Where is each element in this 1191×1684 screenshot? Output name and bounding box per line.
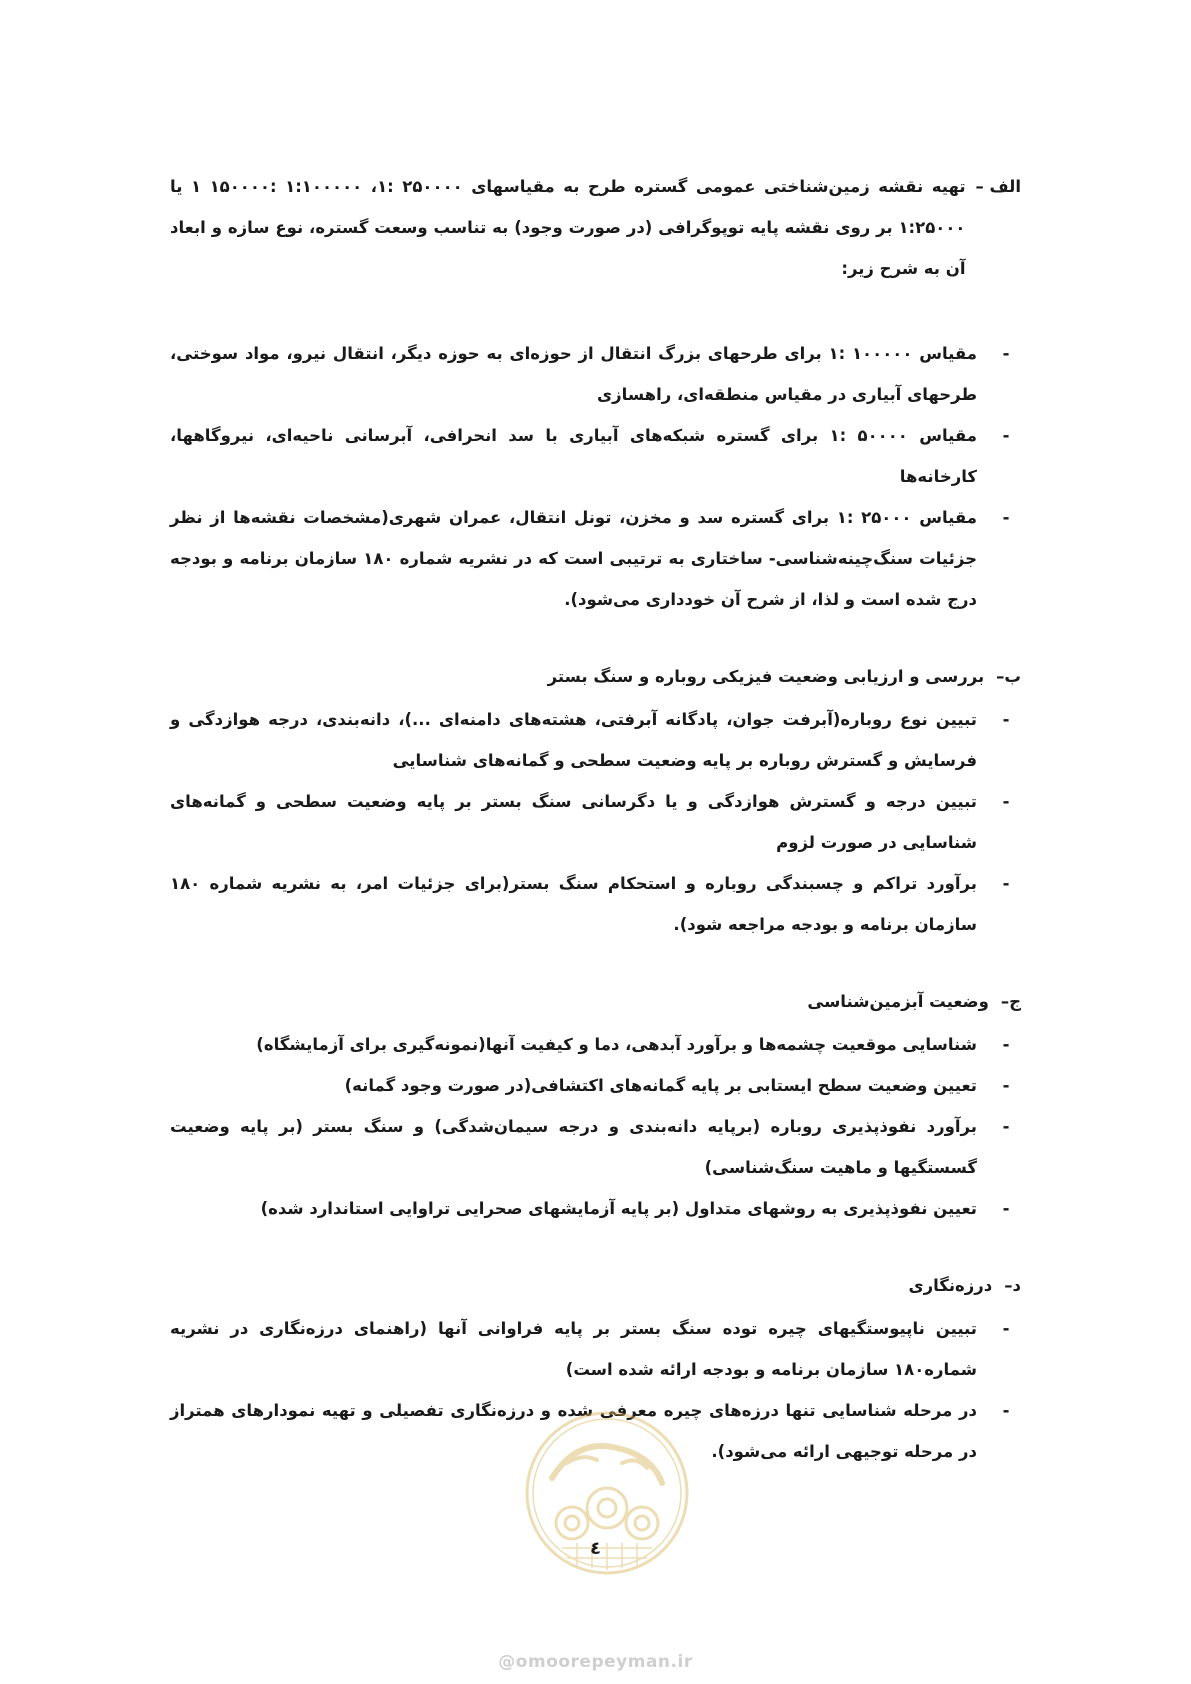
- list-item-text: تبیین درجه و گسترش هوازدگی و یا دگرسانی سنگ بستر بر پایه وضعیت سطحی و گمانه‌های شناسایی در صورت لزوم: [170, 792, 977, 852]
- list-item: [170, 497, 1021, 620]
- bullet: -: [1002, 1035, 1010, 1054]
- section-label: ج–: [1000, 992, 1021, 1011]
- section-title: وضعیت آبزمین‌شناسی: [807, 992, 989, 1011]
- section-title: بررسی و ارزیابی وضعیت فیزیکی روباره و سنگ بستر: [547, 667, 985, 686]
- list-item-text: برآورد تراکم و چسبندگی روباره و استحکام سنگ بستر(برای جزئیات امر، به نشریه شماره ۱۸۰ سازمان برنامه و بودجه مراجعه شود).: [170, 874, 977, 934]
- list-item: [170, 1106, 1021, 1188]
- section-jim-list: [170, 1024, 1021, 1229]
- list-item-text: تعیین نفوذپذیری به روشهای متداول (بر پایه آزمایشهای صحرایی تراوایی استاندارد شده): [260, 1199, 977, 1218]
- bullet: -: [1002, 1319, 1010, 1338]
- section-be-list: [170, 699, 1021, 945]
- section-alef-paragraph: [170, 166, 1021, 289]
- bullet: -: [1002, 508, 1010, 527]
- section-heading: [170, 656, 1021, 697]
- list-item: [170, 415, 1021, 497]
- section-label: د–: [1004, 1276, 1021, 1295]
- list-item-text: مقیاس ۲۵۰۰۰ :۱ برای گستره سد و مخزن، تونل انتقال، عمران شهری(مشخصات نقشه‌ها از نظر جزئیات سنگ‌چینه‌شناسی- ساختاری به ترتیبی است که در نشریه شماره ۱۸۰ سازمان برنامه و بودجه درج شده است و لذا، از شرح آن خودداری می‌شود).: [170, 508, 977, 609]
- list-item-text: در مرحله شناسایی تنها درزه‌های چیره معرفی شده و درزه‌نگاری تفصیلی و تهیه نمودارهای همتراز در مرحله توجیهی ارائه می‌شود).: [170, 1401, 977, 1461]
- list-item-text: شناسایی موقعیت چشمه‌ها و برآورد آبدهی، دما و کیفیت آنها(نمونه‌گیری برای آزمایشگاه): [256, 1035, 977, 1054]
- list-item: [170, 1024, 1021, 1065]
- list-item-text: تبیین ناپیوستگیهای چیره توده سنگ بستر بر پایه فراوانی آنها (راهنمای درزه‌نگاری در نشریه شماره۱۸۰ سازمان برنامه و بودجه ارائه شده است): [170, 1319, 977, 1379]
- section-heading: [170, 1265, 1021, 1306]
- bullet: -: [1002, 426, 1010, 445]
- list-item: [170, 333, 1021, 415]
- section-label: الف –: [975, 177, 1021, 196]
- bullet: -: [1002, 344, 1010, 363]
- bullet: -: [1002, 874, 1010, 893]
- page-number: ٤: [590, 1538, 601, 1559]
- list-item-text: تبیین نوع روباره(آبرفت جوان، پادگانه آبرفتی، هشته‌های دامنه‌ای ...)، دانه‌بندی، درجه هوازدگی و فرسایش و گسترش روباره بر پایه وضعیت سطحی و گمانه‌های شناسایی: [170, 710, 977, 770]
- document-body: [170, 166, 1021, 1500]
- list-item-text: مقیاس ۱۰۰۰۰۰ :۱ برای طرحهای بزرگ انتقال از حوزه‌ای به حوزه دیگر، انتقال نیرو، مواد سوختی، طرحهای آبیاری در مقیاس منطقه‌ای، راهسازی: [170, 344, 977, 404]
- bullet: -: [1002, 1117, 1010, 1136]
- bullet: -: [1002, 1199, 1010, 1218]
- section-heading: [170, 981, 1021, 1022]
- list-item: [170, 1065, 1021, 1106]
- list-item: [170, 1308, 1021, 1390]
- section-alef: [170, 166, 1021, 620]
- bullet: -: [1002, 1401, 1010, 1420]
- bullet: -: [1002, 792, 1010, 811]
- section-text: تهیه نقشه زمین‌شناختی عمومی گستره طرح به مقیاسهای ۲۵۰۰۰۰ :۱، ۱:۱۰۰۰۰۰ :۱۵۰۰۰۰ ۱ یا ۱:۲۵۰۰۰ بر روی نقشه پایه توپوگرافی (در صورت وجود) به تناسب وسعت گستره، نوع سازه و ابعاد آن به شرح زیر:: [170, 177, 966, 278]
- bullet: -: [1002, 710, 1010, 729]
- list-item-text: مقیاس ۵۰۰۰۰ :۱ برای گستره شبکه‌های آبیاری با سد انحرافی، آبرسانی ناحیه‌ای، نیروگاهها، کارخانه‌ها: [170, 426, 977, 486]
- list-item-text: تعیین وضعیت سطح ایستابی بر پایه گمانه‌های اکتشافی(در صورت وجود گمانه): [344, 1076, 977, 1095]
- bullet: -: [1002, 1076, 1010, 1095]
- watermark-site: @omoorepeyman.ir: [498, 1652, 693, 1672]
- section-label: ب–: [996, 667, 1021, 686]
- list-item-text: برآورد نفوذپذیری روباره (برپایه دانه‌بندی و درجه سیمان‌شدگی) و سنگ بستر (بر پایه وضعیت گسستگیها و ماهیت سنگ‌شناسی): [170, 1117, 977, 1177]
- list-item: [170, 699, 1021, 781]
- list-item: [170, 781, 1021, 863]
- section-jim: [170, 981, 1021, 1229]
- list-item: [170, 1188, 1021, 1229]
- section-title: درزه‌نگاری: [908, 1276, 993, 1295]
- section-alef-list: [170, 333, 1021, 620]
- list-item: [170, 863, 1021, 945]
- section-be: [170, 656, 1021, 945]
